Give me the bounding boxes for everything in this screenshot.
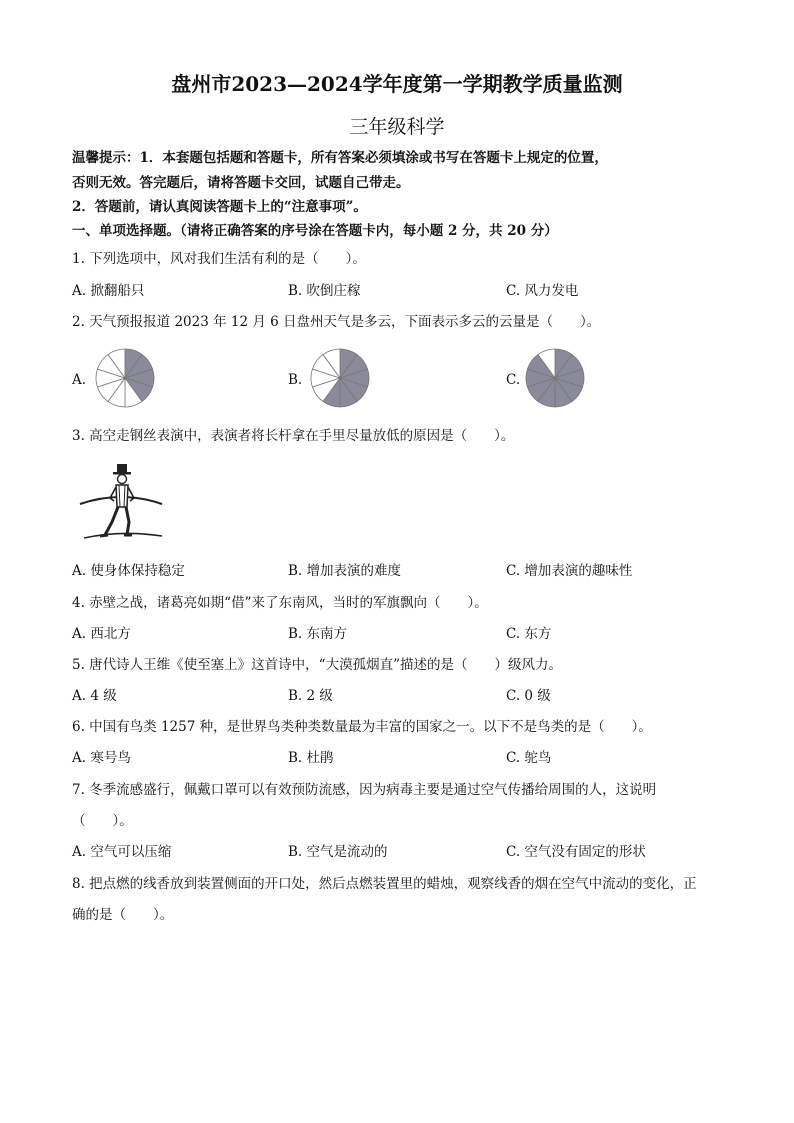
q6-option-c: C. 鸵鸟	[506, 750, 552, 766]
question-2-stem: 2. 天气预报报道 2023 年 12 月 6 日盘州天气是多云，下面表示多云的云量是（ ）。	[72, 314, 601, 330]
question-8-stem-cont: 确的是（ ）。	[72, 907, 174, 923]
q4-option-a: A. 西北方	[72, 626, 131, 642]
q2-pie-c	[524, 347, 586, 409]
question-6-stem: 6. 中国有鸟类 1257 种，是世界鸟类种类数量最为丰富的国家之一。以下不是鸟类的是（ ）。	[72, 719, 652, 735]
notice-line-3: 2．答题前，请认真阅读答题卡上的“注意事项”。	[72, 199, 367, 215]
q1-option-b: B. 吹倒庄稼	[288, 283, 361, 299]
tightrope-walker-icon	[78, 460, 164, 544]
q3-option-a: A. 使身体保持稳定	[72, 563, 185, 579]
q3-option-b: B. 增加表演的难度	[288, 563, 402, 579]
q4-option-b: B. 东南方	[288, 626, 348, 642]
q2-option-a: A.	[72, 372, 87, 388]
notice-line-2: 否则无效。答完题后，请将答题卡交回，试题自己带走。	[72, 175, 410, 191]
page-subtitle: 三年级科学	[349, 116, 445, 138]
q1-option-c: C. 风力发电	[506, 283, 579, 299]
section-heading: 一、单项选择题。（请将正确答案的序号涂在答题卡内，每小题 2 分，共 20 分）	[72, 223, 558, 239]
tightrope-walker-illustration	[78, 460, 164, 544]
question-1-stem: 1. 下列选项中，风对我们生活有利的是（ ）。	[72, 251, 366, 267]
question-3-stem: 3. 高空走钢丝表演中，表演者将长杆拿在手里尽量放低的原因是（ ）。	[72, 428, 515, 444]
question-5-stem: 5. 唐代诗人王维《使至塞上》这首诗中，“大漠孤烟直”描述的是（ ）级风力。	[72, 657, 562, 673]
q4-option-c: C. 东方	[506, 626, 552, 642]
q7-option-b: B. 空气是流动的	[288, 844, 388, 860]
notice-line-1: 温馨提示：1．本套题包括题和答题卡，所有答案必须填涂或书写在答题卡上规定的位置，	[72, 150, 608, 166]
q7-option-a: A. 空气可以压缩	[72, 844, 172, 860]
question-8-stem: 8. 把点燃的线香放到装置侧面的开口处，然后点燃装置里的蜡烛，观察线香的烟在空气中流动的变化，正	[72, 876, 697, 892]
q5-option-c: C. 0 级	[506, 688, 551, 704]
q2-option-b: B.	[288, 372, 303, 388]
q2-pie-a	[94, 347, 156, 409]
cloud-cover-pie-c	[524, 347, 586, 409]
q3-option-c: C. 增加表演的趣味性	[506, 563, 633, 579]
q5-option-b: B. 2 级	[288, 688, 333, 704]
page-title: 盘州市2023—2024学年度第一学期教学质量监测	[171, 72, 623, 96]
q5-option-a: A. 4 级	[72, 688, 117, 704]
question-7-stem-cont: （ ）。	[72, 813, 133, 829]
q6-option-a: A. 寒号鸟	[72, 750, 131, 766]
cloud-cover-pie-b	[309, 347, 371, 409]
q1-option-a: A. 掀翻船只	[72, 283, 145, 299]
question-7-stem: 7. 冬季流感盛行，佩戴口罩可以有效预防流感，因为病毒主要是通过空气传播给周围的人，这说明	[72, 782, 657, 798]
q7-option-c: C. 空气没有固定的形状	[506, 844, 646, 860]
question-4-stem: 4. 赤壁之战，诸葛亮如期“借”来了东南风，当时的军旗飘向（ ）。	[72, 595, 488, 611]
cloud-cover-pie-a	[94, 347, 156, 409]
q2-pie-b	[309, 347, 371, 409]
q6-option-b: B. 杜鹃	[288, 750, 334, 766]
q2-option-c: C.	[506, 372, 521, 388]
